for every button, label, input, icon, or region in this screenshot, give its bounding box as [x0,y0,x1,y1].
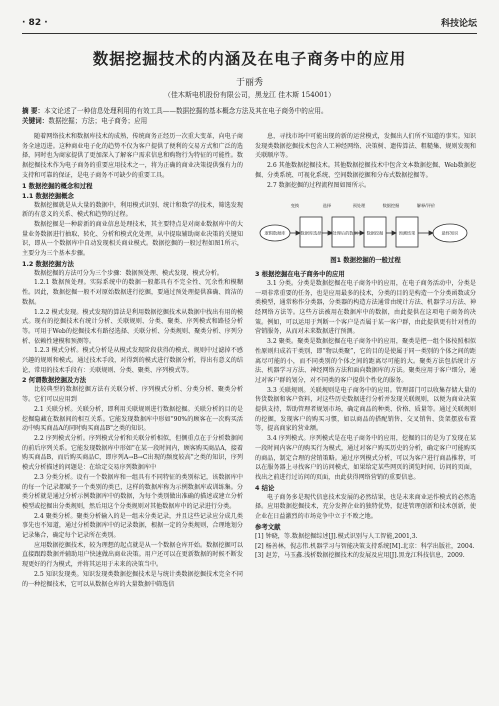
diagram-text-0: 逻辑数据库 [264,230,286,236]
paragraph: 数据挖掘的方法可分为三个步骤：数据预处理、模式发现、模式分析。 [34,269,223,277]
page-header [22,0,477,29]
paragraph: 2.1 关联分析。关联分析，即利用关联规则进行数据挖掘。关联分析的目的是挖掘隐藏在数据间的相互关系。它能发现数据库中形如"90%的顾客在一次购买活动中购买商品A的同时购买商品B"之类的知识。 [22,405,243,433]
paragraph: 2.7 数据挖掘的过程流程图如图所示。 [267,181,371,189]
subsection-heading: 1.2 数据挖掘方法 [22,259,74,268]
diagram-text-4: 预测结果 [398,230,416,236]
figure-caption: 图1 数据挖掘的一般过程 [330,256,401,265]
paragraph: 3.1 分类。分类是数据挖掘在电子商务中的应用，在电子商务活动中，分类是一项非常重要的任务，也是应用最多的技术，分类的目的是构造一个分类函数或分类模型，通常称作分类器，分类器的构造方法通常由统计方法、机器学习方法、神经网络方法等。这些方法被用在数据库中的数据，由此提供在这项电子商务的决策。例如，可以运用于判断一个客户是否属于某一客户群，由此提供更有针对性的营销服务，从而对未来数据进行预测。 [255,279,476,336]
paragraph: 比较典型的数据挖掘方法有关联分析、序列模式分析、分类分析、聚类分析等。它们可以应用到 [22,386,243,404]
diagram-text-1: 数据库选择 [300,230,322,236]
paragraph: 2.3 分类分析。设有一个数据库和一组具有不同特征的类别标记，该数据库中的每一个记录都赋予一个类别的类已，这样的数据库称为示例数据库或训练集。分类分析就是通过分析示例数据库中的数据，为每个类别做出准确的描述或建立分析模型或挖掘出分类规则，然后用这个分类规则对其他数据库中的记录进行分类。 [22,473,243,510]
diagram-text-3: 数据挖掘 [366,230,384,236]
subsection-heading: 1.1 数据挖掘概念 [22,191,74,200]
diagram-step-1: 选择 [322,203,332,209]
diagram-step-0: 变换 [290,203,300,209]
body-columns [22,132,477,589]
paragraph: 1.2.2 模式发现。模式发现的算法是利用数据挖掘技术从数据中找出有用的模式。现有的挖掘技术有统计分析、关联规则、分类、聚类、序列模式和路径分析等。可用于Web的挖掘技术有路径选择、关联分析、分类规则、聚类分析、序列分析、依赖性建模和预测等。 [22,308,243,345]
paragraph: 应用数据挖掘技术，较为理想的起点就是从一个数据仓库开始。数据挖掘可以直接跟踪数据并辅助用户快速做出商业决策。用户还可以在更新数据的时候不断发现更好的行为模式，并将其运用于未来的决策当中。 [22,541,243,569]
references [255,522,476,561]
abstract-label: 摘 要： [22,107,45,115]
paper-title: 数据挖掘技术的内涵及在电子商务中的应用 [92,49,407,68]
abstract-text: 本文论述了一种信息处理利用的有效工具——数据挖掘的基本概念方法及其在电子商务中的应用。 [44,107,328,115]
paragraph: 3.4 序列模式。序列模式是在电子商务中的应用，挖掘的目的是为了发现在某一段时间内客户的购买行为模式，通过对客户购买历史的分析，确定客户可能购买的商品，制定合理的营销策略。通过序列模式分析，可以为客户进行商品推荐，可以在服务器上寻找客户的访问模式，如果给定某些网页的浏览时间、访问的页面，找出之前进行过访问的页面，由此获得网络营销的重要信息。 [255,435,476,481]
paragraph: 1.2.3 模式分析。模式分析是从模式发现阶段获得的模式、规则中过滤掉不感兴趣的规则和模式。通过技术手段，对得到的模式进行数据分析，得出有意义的结论，常用的技术手段有：关联规则、分类、聚类、序列模式等。 [22,347,243,374]
figure-1 [255,193,476,268]
column-name: 科技论坛 [440,19,477,29]
paragraph: 2.4 聚类分析。聚类分析输入的是一组未分类记录，并且这些记录应分成几类事先也不知道，通过分析数据库中的记录数据，根据一定的分类规则，合理地划分记录集合，确定每个记录所在类别。 [22,512,243,540]
section-heading: 3 根据挖掘在电子商务中的应用 [255,269,345,278]
diagram-step-4: 解释/评价 [416,203,436,209]
author: 于丽秀 [235,78,263,88]
diagram-step-2: 预处理 [352,203,366,209]
intro-paragraph: 随着网络技术和数据库技术的成熟，传统商务正经历一次重大变革，向电子商务全速迈进。这种商业电子化的趋势不仅为客户提供了便利的交易方式和广泛的选择，同时也为商家提供了更加深入了解客户需求信息和购物行为特征的可能性。数据挖掘技术作为电子商务的重要应用技术之一，将为正确的商业决策提供强有力的支持和可靠的保证，是电子商务不可缺少的重要工具。 [22,133,243,179]
left-column [22,132,243,589]
page-number: · 82 · [22,17,48,28]
paragraph: 息，寻找市场中可能出现的新的运营模式，发掘出人们所不知道的事实。知识发现类数据挖掘技术包含人工神经网络、决策树、遗传算法、粗糙集、规则发现和关联顺序等。 [255,133,476,160]
diagram-text-5: 最终知识 [441,230,459,236]
paragraph: 数据挖掘是一种崭新的商业信息处理技术，其主要特点是对商业数据库中的大量业务数据进行抽取、转化、分析和模式化处理，从中提取辅助商业决策的关键知识，即从一个数据库中自动发现相关商业模式。数据挖掘的一般过程如图1所示，主要分为三个基本步骤。 [22,220,243,258]
paragraph: 2.2 序列模式分析。序列模式分析和关联分析相似，但侧重点在于分析数据间的前后序列关系。它能发现数据库中形如"在某一段时间内，顾客购买商品A，接着购买商品B，而后购买商品C，即序列A→B→C出现的频度较高"之类的知识，序列模式分析描述的问题是：在给定交易序列数据库中 [22,434,243,472]
paragraph: 1.2.1 数据预处理。实际系统中的数据一般都具有不完全性、冗余性和模糊性。因此，数据挖掘一般不对原始数据进行挖掘，要通过预处理提供准确、简洁的数据。 [22,279,243,306]
keywords-label: 关键词： [22,117,49,125]
affiliation: （佳木斯电机股份有限公司，黑龙江 佳木斯 154001） [163,91,336,99]
section-heading: 2 何谓数据挖掘及方法 [22,376,87,385]
paragraph: 3.2 聚类。聚类是数据挖掘在电子商务中的应用，聚类是把一组个体按照相似性原则归成若干类别，即“物以类聚”，它的目的是使属于同一类别的个体之间的距离尽可能的小，而不同类别的个体之间的距离尽可能的大。聚类方法包括统计方法、机器学习方法、神经网络方法和面向数据库的方法。聚类应用于客户细分，通过对客户群的划分，对不同类的客户提供个性化的服务。 [255,338,476,384]
paragraph: 电子商务多是现代信息技术发展的必然结果，也是未来商业运作模式的必然选择。应用数据挖掘技术，充分发挥企业的独特优势，促进管理创新和技术创新，使企业在日益激烈的市场竞争中立于不败之地。 [255,493,476,521]
section-heading: 4 结论 [255,483,275,492]
reference-item: [1] 钟晓，等.数据挖掘综述[J].模式识别与人工智能,2001,3. [255,532,418,540]
diagram-step-3: 数据挖掘 [382,203,400,209]
reference-item: [3] 赵芳，马玉鑫.浅析数据挖掘技术的发展及应用[J].黑龙江科技信息，2009. [255,552,465,560]
section-heading: 1 数据挖掘的概念和过程 [22,181,93,190]
abstract [22,106,477,126]
header-rule [22,33,477,34]
diagram-text-2: 预处理后的数据 [328,230,358,236]
process-flow-diagram [258,193,473,255]
right-column [255,132,476,589]
paragraph: 2.6 其他数据挖掘技术。其他数据挖掘技术中包含文本数据挖掘、Web数据挖掘、分类系统、可视化系统、空间数据挖掘和分布式数据挖掘等。 [255,162,476,179]
references-heading: 参考文献 [255,522,281,531]
keywords-text: 数据挖掘；方法；电子商务；应用 [48,117,148,125]
paragraph: 数据挖掘就是从大量的数据中，利用模式识别、统计和数学的技术，筛选发现新的有意义的关系、模式和趋势的过程。 [22,201,243,219]
reference-item: [2] 杨善林，倪志伟.机器学习与智能决策支持系统[M].北京：科学出版社，2004. [255,542,475,550]
paragraph: 3.3 关联规则。关联规则是电子商务中的应用。管理部门可以收集存储大量的售货数据和客户资料，对这些历史数据进行分析并发现关联规则，以便为商业决策提供支持，帮助管理者规划市场，确定商品的种类、价格、质量等。通过关联规则的挖掘，发现客户的购买习惯，如以商品的搭配销售、交叉销售、货架摆放布置等，提高商家的营业额。 [255,386,476,433]
paragraph: 2.5 知识发现类。知识发现类数据挖掘技术是与统计类数据挖掘技术完全不同的一种挖掘技术，它可以从数据仓库的大量数据中筛选信 [22,570,243,588]
